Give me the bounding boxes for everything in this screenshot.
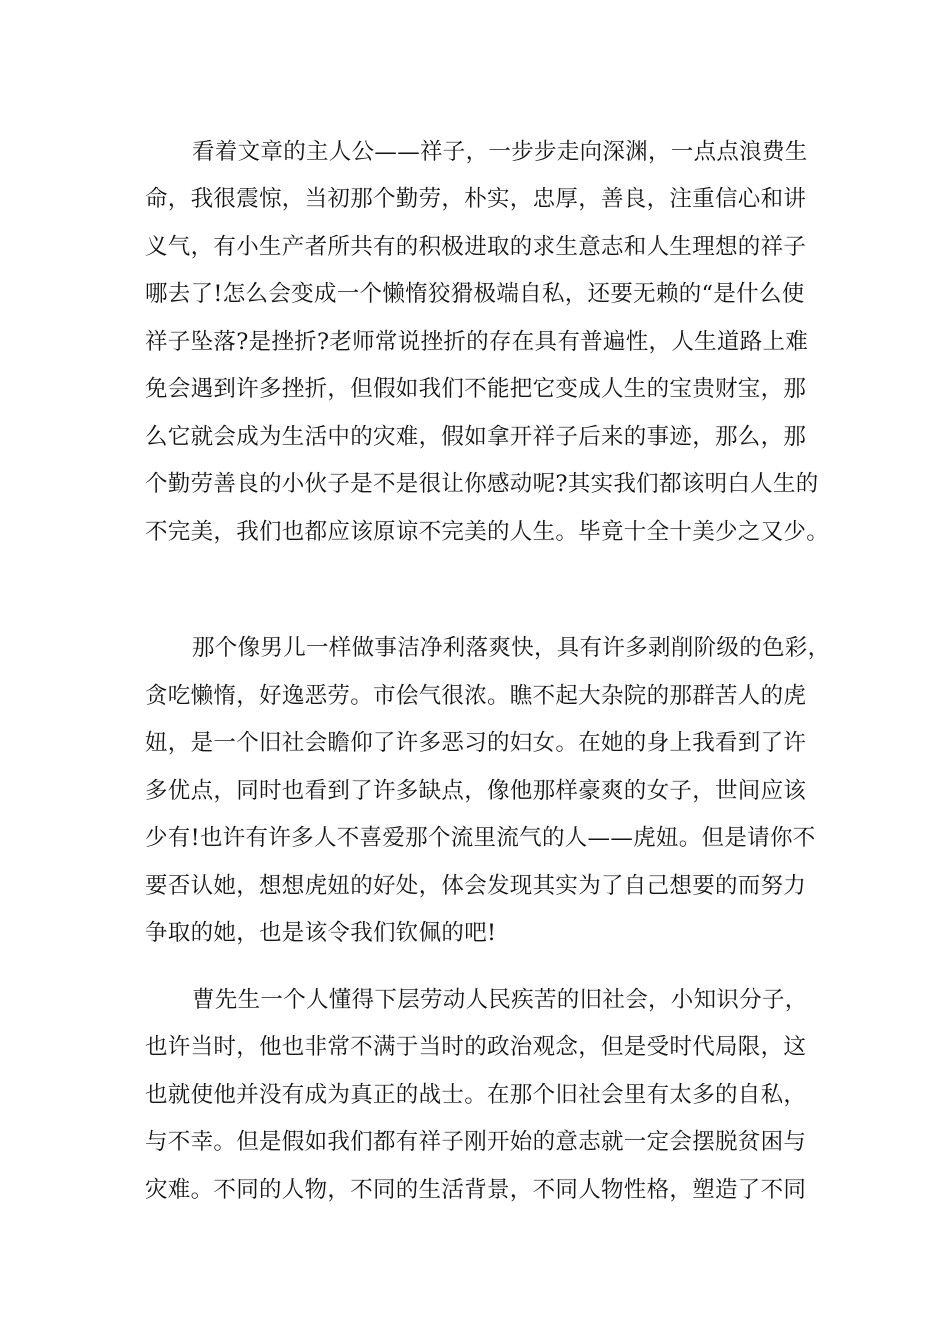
- paragraph-1-line-8: 个勤劳善良的小伙子是不是很让你感动呢?其实我们都该明白人生的: [145, 471, 819, 497]
- paragraph-3-line-1: 曹先生一个人懂得下层劳动人民疾苦的旧社会，小知识分子，: [192, 987, 808, 1013]
- paragraph-2-line-4: 多优点，同时也看到了许多缺点，像他那样豪爽的女子，世间应该: [145, 778, 807, 804]
- paragraph-2-line-2: 贪吃懒惰，好逸恶劳。市侩气很浓。瞧不起大杂院的那群苦人的虎: [145, 683, 807, 709]
- paragraph-1-line-1: 看着文章的主人公——祥子，一步步走向深渊，一点点浪费生: [192, 139, 808, 165]
- paragraph-3-line-5: 灾难。不同的人物，不同的生活背景，不同人物性格，塑造了不同: [145, 1177, 807, 1203]
- paragraph-2-line-3: 妞，是一个旧社会瞻仰了许多恶习的妇女。在她的身上我看到了许: [145, 730, 807, 756]
- paragraph-3-line-3: 也就使他并没有成为真正的战士。在那个旧社会里有太多的自私，: [145, 1082, 807, 1108]
- paragraph-3-line-2: 也许当时，他也非常不满于当时的政治观念，但是受时代局限，这: [145, 1034, 807, 1060]
- paragraph-2-line-1: 那个像男儿一样做事洁净利落爽快，具有许多剥削阶级的色彩，: [192, 635, 831, 661]
- paragraph-3-line-4: 与不幸。但是假如我们都有祥子刚开始的意志就一定会摆脱贫困与: [145, 1129, 807, 1155]
- paragraph-2-line-5: 少有!也许有许多人不喜爱那个流里流气的人——虎妞。但是请你不: [145, 825, 816, 851]
- paragraph-1-line-6: 免会遇到许多挫折，但假如我们不能把它变成人生的宝贵财宝，那: [145, 376, 807, 402]
- paragraph-1-line-9: 不完美，我们也都应该原谅不完美的人生。毕竟十全十美少之又少。: [145, 519, 830, 545]
- paragraph-1-line-7: 么它就会成为生活中的灾难，假如拿开祥子后来的事迹，那么，那: [145, 424, 807, 450]
- paragraph-2-line-6: 要否认她，想想虎妞的好处，体会发现其实为了自己想要的而努力: [145, 873, 807, 899]
- paragraph-1-line-5: 祥子坠落?是挫折?老师常说挫折的存在具有普遍性，人生道路上难: [145, 329, 809, 355]
- paragraph-1-line-2: 命，我很震惊，当初那个勤劳，朴实，忠厚，善良，注重信心和讲: [145, 186, 807, 212]
- paragraph-1-line-3: 义气，有小生产者所共有的积极进取的求生意志和人生理想的祥子: [145, 234, 807, 260]
- paragraph-2-line-7: 争取的她，也是该令我们钦佩的吧!: [145, 920, 497, 946]
- paragraph-1-line-4: 哪去了!怎么会变成一个懒惰狡猾极端自私，还要无赖的“是什么使: [145, 281, 805, 307]
